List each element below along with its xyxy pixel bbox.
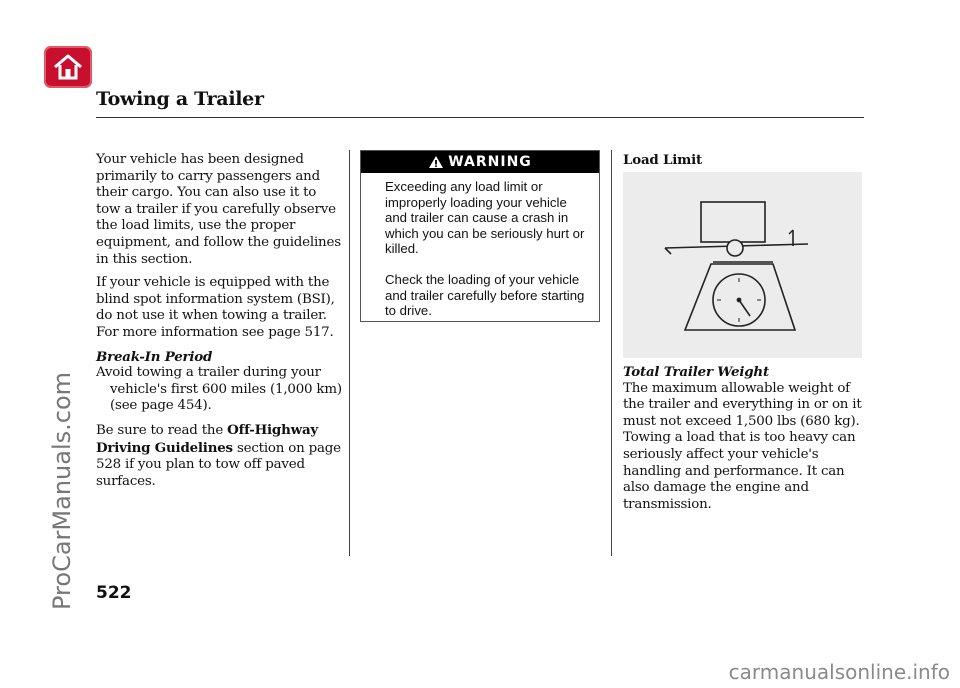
warning-paragraph-1: Exceeding any load limit or improperly loading your vehicle and trailer can cause a crash in which you can be seriously hurt or killed. [385, 179, 585, 257]
left-column [96, 152, 342, 497]
column-divider-right [611, 150, 612, 556]
title-divider [96, 117, 864, 118]
total-weight-paragraph: The maximum allowable weight of the trailer and everything in or on it must not exceed 1,500 lbs (680 kg). Towing a load that is too heavy can seriously affect your vehicle's handling and performance. It can also damage the engine and transmission. [623, 380, 862, 512]
trailer-on-scale-icon [623, 172, 862, 358]
warning-header [361, 151, 599, 173]
home-icon [51, 52, 85, 82]
warning-box [360, 150, 600, 322]
intro-paragraph: Your vehicle has been designed primarily to carry passengers and their cargo. You can also use it to tow a trailer if you carefully observe the load limits, use the proper equipment, and follow the guidelines in this section. [96, 152, 341, 267]
offroad-paragraph [96, 422, 342, 490]
break-in-heading: Break-In Period [96, 348, 213, 365]
total-weight-section [623, 362, 863, 520]
offroad-guidelines-link: Off-Highway Driving Guidelines [96, 421, 319, 456]
warning-label: WARNING [448, 154, 532, 170]
home-button[interactable] [44, 46, 92, 88]
bsi-paragraph: If your vehicle is equipped with the blind spot information system (BSI), do not use it when towing a trailer. For more information see page 517. [96, 275, 335, 340]
warning-body [361, 173, 599, 319]
offroad-text-pre: Be sure to read the [96, 422, 228, 438]
watermark-side: ProCarManuals.com [48, 371, 76, 610]
page-number: 522 [96, 583, 132, 603]
total-weight-heading: Total Trailer Weight [623, 364, 769, 380]
offroad-text-post: section on page 528 if you plan to tow off paved surfaces. [96, 440, 341, 489]
trailer-scale-illustration [623, 172, 862, 358]
watermark-bottom: carmanualsonline.info [728, 660, 950, 684]
section-title: Towing a Trailer [96, 88, 264, 110]
column-divider-left [349, 150, 350, 556]
warning-triangle-icon [428, 155, 444, 169]
break-in-paragraph: Avoid towing a trailer during your vehicle's first 600 miles (1,000 km) (see page 454). [96, 365, 342, 414]
load-limit-heading: Load Limit [623, 152, 702, 168]
warning-paragraph-2: Check the loading of your vehicle and trailer carefully before starting to drive. [385, 271, 585, 319]
